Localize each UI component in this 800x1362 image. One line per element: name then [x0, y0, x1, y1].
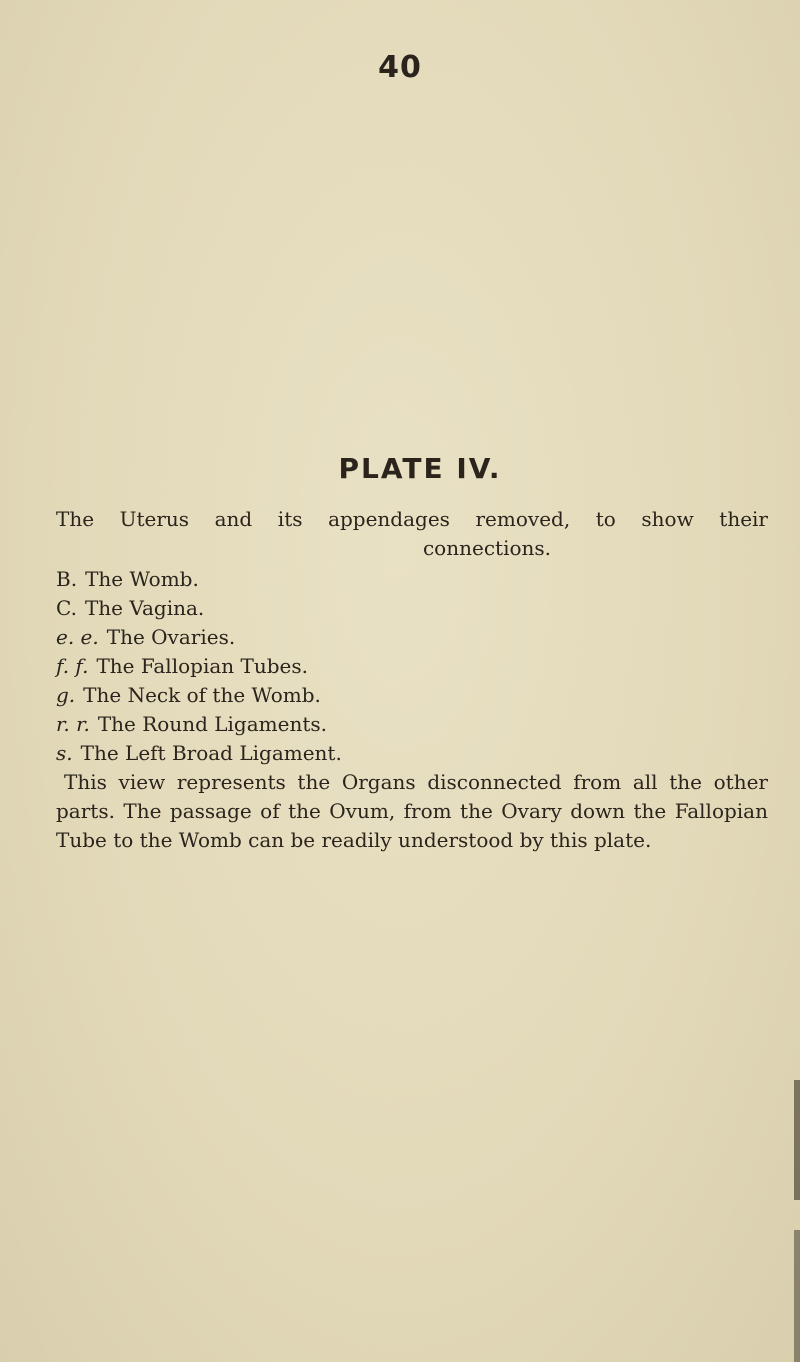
legend-key: s.	[56, 741, 73, 765]
description-paragraph	[56, 768, 768, 855]
legend-label: The Left Broad Ligament.	[80, 741, 342, 765]
legend-key: e. e.	[56, 625, 99, 649]
legend-item	[56, 681, 768, 710]
legend-label: The Round Ligaments.	[97, 712, 327, 736]
caption-line-1	[56, 505, 768, 534]
page-number: 40	[378, 50, 422, 85]
caption-word: appendages	[328, 507, 450, 531]
legend-key: C.	[56, 596, 77, 620]
plate-caption	[56, 505, 768, 563]
paragraph-text: This view represents the Organs disconnected from all the other parts. The passage of the Ovum, from the Ovary down the Fallopian Tube to the Womb can be readily understood by this plate.	[56, 770, 768, 852]
legend-item	[56, 652, 768, 681]
legend-item	[56, 565, 768, 594]
legend-label: The Ovaries.	[106, 625, 236, 649]
plate-legend	[56, 565, 768, 768]
page-edge-mark	[794, 1230, 800, 1362]
legend-item	[56, 623, 768, 652]
caption-word: its	[277, 507, 303, 531]
legend-item	[56, 594, 768, 623]
caption-word: show	[641, 507, 694, 531]
caption-word: removed,	[475, 507, 571, 531]
caption-word: Uterus	[119, 507, 190, 531]
caption-word: to	[595, 507, 616, 531]
plate-title: PLATE IV.	[338, 452, 502, 485]
caption-word: The	[56, 507, 95, 531]
legend-item	[56, 739, 768, 768]
page-edge-mark	[794, 1080, 800, 1200]
caption-word: and	[214, 507, 253, 531]
legend-key: B.	[56, 567, 78, 591]
legend-item	[56, 710, 768, 739]
legend-label: The Vagina.	[84, 596, 205, 620]
legend-label: The Fallopian Tubes.	[96, 654, 308, 678]
legend-key: r. r.	[56, 712, 90, 736]
legend-key: f. f.	[56, 654, 89, 678]
caption-word: their	[719, 507, 768, 531]
caption-line-2: connections.	[422, 536, 552, 560]
legend-label: The Neck of the Womb.	[83, 683, 321, 707]
legend-key: g.	[56, 683, 76, 707]
legend-label: The Womb.	[85, 567, 199, 591]
